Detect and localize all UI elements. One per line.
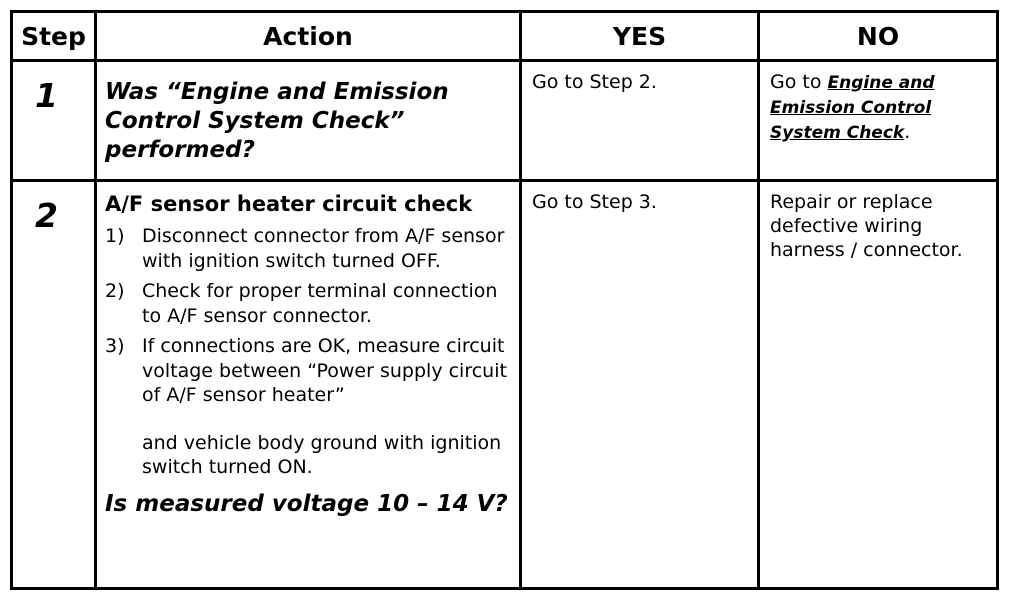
item-number: 2): [105, 280, 125, 302]
header-action: Action: [97, 13, 522, 62]
no-text: Repair or replace defective wiring harness / connector.: [770, 191, 963, 261]
no-suffix: .: [904, 121, 911, 143]
step-number: 2: [35, 196, 58, 235]
list-item: [105, 279, 511, 328]
header-yes: YES: [522, 13, 760, 62]
troubleshooting-table: [10, 10, 999, 590]
row-2-yes-cell: [522, 182, 760, 587]
action-question: Is measured voltage 10 – 14 V?: [105, 490, 508, 517]
row-2-no-cell: [760, 182, 996, 587]
item-text: Disconnect connector from A/F sensor with ignition switch turned OFF.: [142, 225, 505, 272]
item-text: Check for proper terminal connection to A/F sensor connector.: [142, 280, 498, 327]
item-number: 1): [105, 225, 125, 247]
item-number: 3): [105, 335, 125, 357]
no-prefix: Go to: [770, 71, 828, 93]
header-no: NO: [760, 13, 996, 62]
row-1-action-cell: [97, 62, 522, 182]
item-text-continued: and vehicle body ground with ignition switch turned ON.: [142, 431, 502, 478]
yes-text: Go to Step 3.: [532, 191, 657, 213]
row-1-no-cell: [760, 62, 996, 182]
row-1-yes-cell: [522, 62, 760, 182]
row-2-step-cell: [13, 182, 97, 587]
yes-text: Go to Step 2.: [532, 71, 657, 93]
row-2-action-cell: [97, 182, 522, 587]
row-1-step-cell: [13, 62, 97, 182]
action-title: A/F sensor heater circuit check: [105, 192, 473, 216]
action-question: Was “Engine and Emission Control System Check” performed?: [105, 79, 449, 163]
no-text: [760, 62, 996, 145]
step-number: 1: [35, 76, 58, 115]
header-step: Step: [13, 13, 97, 62]
item-text: If connections are OK, measure circuit voltage between “Power supply circuit of A/F sensor heater”: [142, 335, 507, 406]
system-check-link[interactable]: Engine and Emission Control System Check: [770, 73, 935, 143]
procedure-list: [105, 224, 511, 480]
list-item: [105, 334, 511, 480]
list-item: [105, 224, 511, 273]
